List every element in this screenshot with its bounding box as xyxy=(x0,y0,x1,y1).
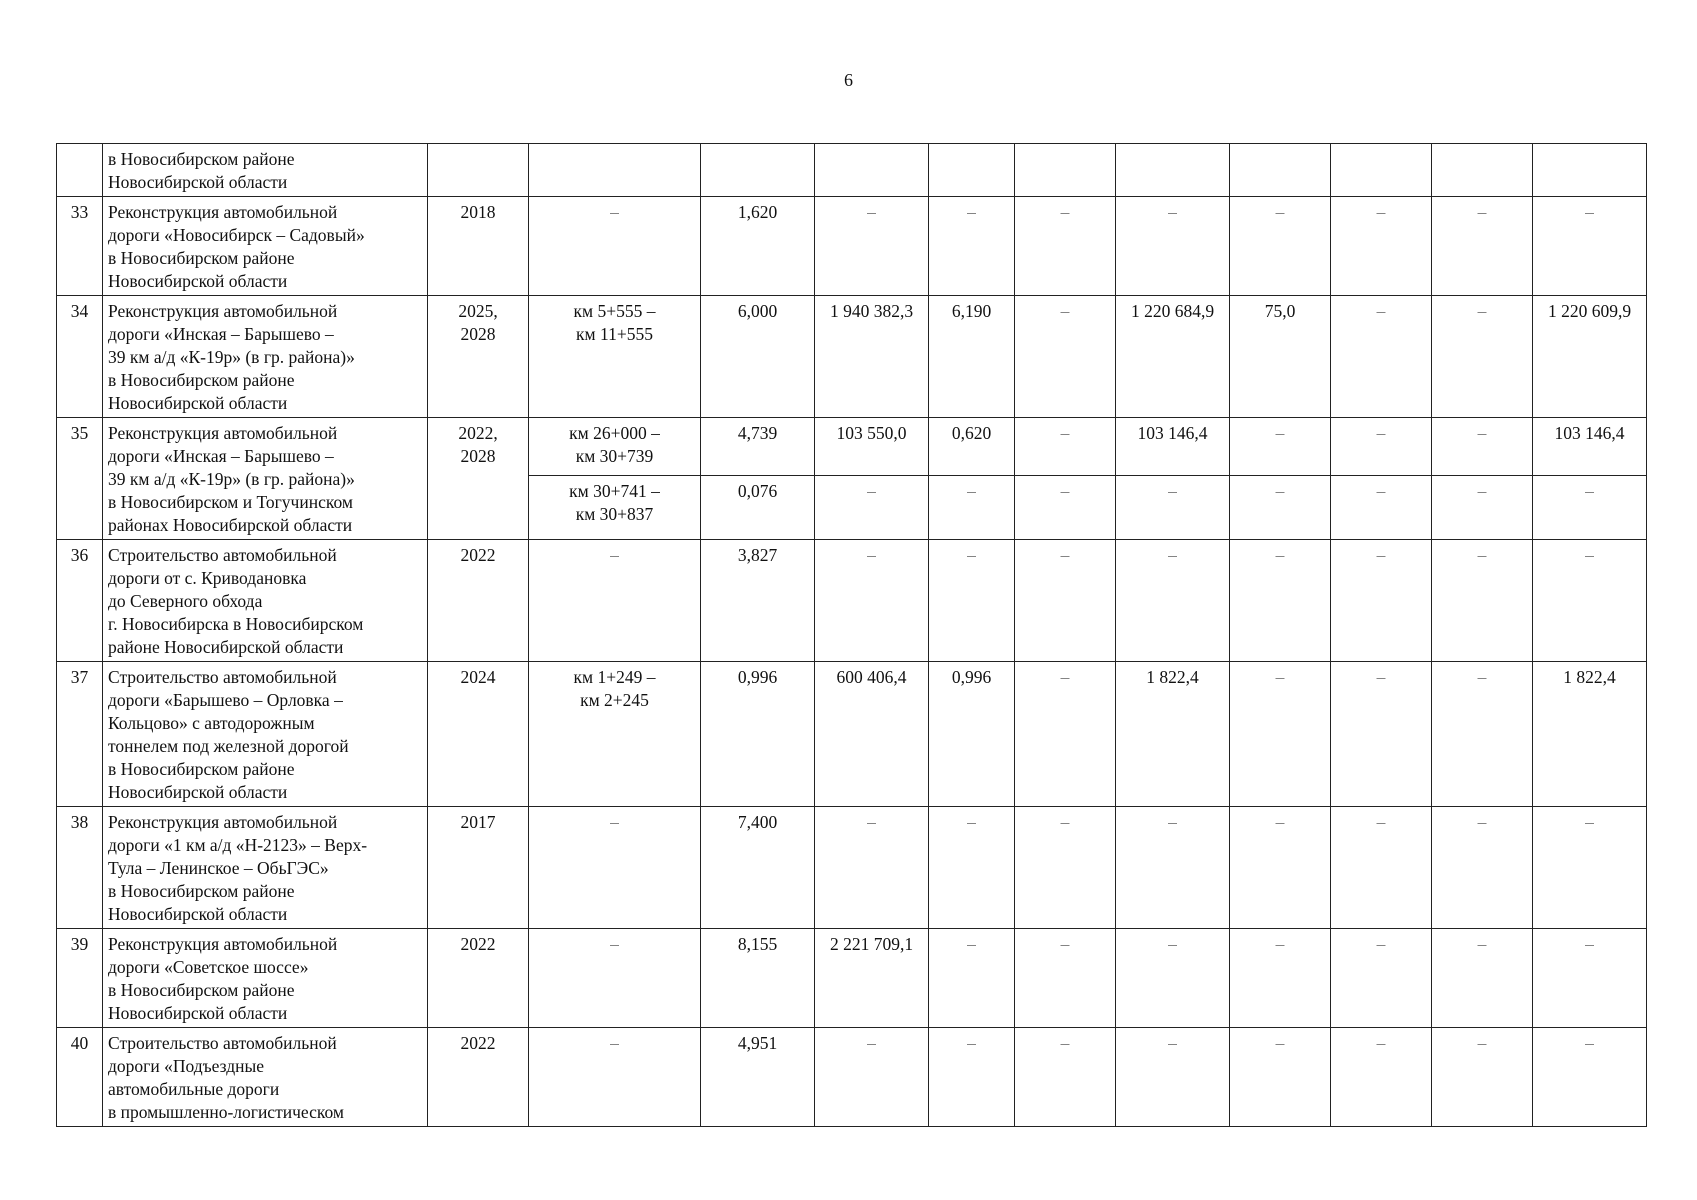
value-cell xyxy=(815,144,929,197)
value-cell: – xyxy=(1331,929,1432,1028)
value-cell: – xyxy=(815,197,929,296)
value-cell: 0,996 xyxy=(929,662,1015,807)
km-range-cell: – xyxy=(529,929,701,1028)
km-range-cell: км 1+249 – км 2+245 xyxy=(529,662,701,807)
value-cell: – xyxy=(815,807,929,929)
value-cell: – xyxy=(1331,1028,1432,1127)
road-name-cell: Реконструкция автомобильной дороги «1 км а/д «Н-2123» – Верх- Тула – Ленинское – ОбьГЭС» в Новосибирском районе Новосибирской области xyxy=(103,807,428,929)
row-number-cell: 36 xyxy=(57,540,103,662)
value-cell: – xyxy=(1432,1028,1533,1127)
length-cell: 4,951 xyxy=(701,1028,815,1127)
value-cell: – xyxy=(1331,807,1432,929)
length-cell: 7,400 xyxy=(701,807,815,929)
table-row xyxy=(57,807,1647,929)
value-cell: – xyxy=(1116,1028,1230,1127)
road-name-cell: Реконструкция автомобильной дороги «Новосибирск – Садовый» в Новосибирском районе Новосибирской области xyxy=(103,197,428,296)
value-cell: – xyxy=(1432,540,1533,662)
value-cell: 1 220 684,9 xyxy=(1116,296,1230,418)
value-cell: – xyxy=(1331,418,1432,476)
table-row xyxy=(57,929,1647,1028)
value-cell xyxy=(1533,144,1647,197)
value-cell: – xyxy=(1230,540,1331,662)
length-cell xyxy=(701,144,815,197)
row-number-cell: 37 xyxy=(57,662,103,807)
value-cell: – xyxy=(1015,197,1116,296)
year-cell: 2022 xyxy=(428,1028,529,1127)
value-cell: – xyxy=(1015,540,1116,662)
value-cell: – xyxy=(1015,476,1116,540)
value-cell: – xyxy=(1116,807,1230,929)
length-cell: 0,076 xyxy=(701,476,815,540)
year-cell xyxy=(428,144,529,197)
km-range-cell: – xyxy=(529,197,701,296)
road-name-cell: Реконструкция автомобильной дороги «Советское шоссе» в Новосибирском районе Новосибирской области xyxy=(103,929,428,1028)
value-cell: 0,620 xyxy=(929,418,1015,476)
road-name-cell: Строительство автомобильной дороги от с. Криводановка до Северного обхода г. Новосибирска в Новосибирском районе Новосибирской области xyxy=(103,540,428,662)
row-number-cell xyxy=(57,144,103,197)
value-cell: – xyxy=(1432,296,1533,418)
year-cell: 2018 xyxy=(428,197,529,296)
value-cell xyxy=(1331,144,1432,197)
road-name-cell: Реконструкция автомобильной дороги «Инская – Барышево – 39 км а/д «К-19р» (в гр. района)» в Новосибирском районе Новосибирской области xyxy=(103,296,428,418)
value-cell: – xyxy=(1533,476,1647,540)
value-cell: – xyxy=(1015,662,1116,807)
year-cell: 2022, 2028 xyxy=(428,418,529,540)
value-cell: – xyxy=(1116,929,1230,1028)
value-cell: – xyxy=(1331,197,1432,296)
road-name-cell: в Новосибирском районе Новосибирской области xyxy=(103,144,428,197)
value-cell: – xyxy=(929,929,1015,1028)
value-cell: – xyxy=(1116,540,1230,662)
value-cell: 103 550,0 xyxy=(815,418,929,476)
value-cell: – xyxy=(1015,1028,1116,1127)
value-cell: 75,0 xyxy=(1230,296,1331,418)
value-cell: – xyxy=(1533,1028,1647,1127)
value-cell: – xyxy=(929,197,1015,296)
value-cell: 2 221 709,1 xyxy=(815,929,929,1028)
value-cell: – xyxy=(1230,929,1331,1028)
value-cell: – xyxy=(1533,807,1647,929)
row-number-cell: 38 xyxy=(57,807,103,929)
table-row xyxy=(57,540,1647,662)
table-row xyxy=(57,418,1647,476)
km-range-cell: – xyxy=(529,540,701,662)
value-cell xyxy=(929,144,1015,197)
table-row xyxy=(57,296,1647,418)
km-range-cell: – xyxy=(529,807,701,929)
value-cell: – xyxy=(1331,296,1432,418)
value-cell: – xyxy=(1331,540,1432,662)
value-cell: – xyxy=(1432,476,1533,540)
value-cell: – xyxy=(1015,929,1116,1028)
row-number-cell: 35 xyxy=(57,418,103,540)
value-cell: – xyxy=(1015,807,1116,929)
km-range-cell: км 30+741 – км 30+837 xyxy=(529,476,701,540)
road-name-cell: Строительство автомобильной дороги «Подъездные автомобильные дороги в промышленно-логистическом xyxy=(103,1028,428,1127)
km-range-cell xyxy=(529,144,701,197)
value-cell: – xyxy=(1432,807,1533,929)
row-number-cell: 33 xyxy=(57,197,103,296)
year-cell: 2025, 2028 xyxy=(428,296,529,418)
value-cell: – xyxy=(1116,197,1230,296)
value-cell xyxy=(1432,144,1533,197)
value-cell xyxy=(1116,144,1230,197)
value-cell: – xyxy=(1230,662,1331,807)
value-cell: – xyxy=(815,1028,929,1127)
year-cell: 2022 xyxy=(428,929,529,1028)
year-cell: 2022 xyxy=(428,540,529,662)
value-cell xyxy=(1015,144,1116,197)
value-cell: – xyxy=(1432,197,1533,296)
value-cell: – xyxy=(1230,807,1331,929)
page-number: 6 xyxy=(844,70,853,90)
table-row xyxy=(57,197,1647,296)
km-range-cell: – xyxy=(529,1028,701,1127)
value-cell: – xyxy=(1432,662,1533,807)
row-number-cell: 39 xyxy=(57,929,103,1028)
value-cell: – xyxy=(1533,540,1647,662)
value-cell: 600 406,4 xyxy=(815,662,929,807)
value-cell: 1 822,4 xyxy=(1116,662,1230,807)
value-cell: 103 146,4 xyxy=(1116,418,1230,476)
value-cell: – xyxy=(1533,929,1647,1028)
length-cell: 3,827 xyxy=(701,540,815,662)
year-cell: 2024 xyxy=(428,662,529,807)
value-cell: – xyxy=(1331,662,1432,807)
value-cell: – xyxy=(929,540,1015,662)
roads-table xyxy=(56,143,1647,1127)
table-row xyxy=(57,662,1647,807)
table-body xyxy=(57,144,1647,1127)
value-cell: – xyxy=(815,476,929,540)
value-cell: – xyxy=(1432,418,1533,476)
length-cell: 6,000 xyxy=(701,296,815,418)
value-cell: 1 822,4 xyxy=(1533,662,1647,807)
value-cell: – xyxy=(929,1028,1015,1127)
road-name-cell: Строительство автомобильной дороги «Барышево – Орловка – Кольцово» с автодорожным тоннелем под железной дорогой в Новосибирском районе Новосибирской области xyxy=(103,662,428,807)
value-cell: – xyxy=(1432,929,1533,1028)
value-cell: – xyxy=(1230,197,1331,296)
value-cell: – xyxy=(1533,197,1647,296)
km-range-cell: км 5+555 – км 11+555 xyxy=(529,296,701,418)
value-cell: – xyxy=(1331,476,1432,540)
value-cell: 103 146,4 xyxy=(1533,418,1647,476)
value-cell: – xyxy=(1230,1028,1331,1127)
value-cell: – xyxy=(1230,418,1331,476)
value-cell: – xyxy=(1015,296,1116,418)
value-cell: 6,190 xyxy=(929,296,1015,418)
value-cell: – xyxy=(1116,476,1230,540)
table-row xyxy=(57,144,1647,197)
length-cell: 8,155 xyxy=(701,929,815,1028)
length-cell: 4,739 xyxy=(701,418,815,476)
year-cell: 2017 xyxy=(428,807,529,929)
value-cell: – xyxy=(1230,476,1331,540)
length-cell: 1,620 xyxy=(701,197,815,296)
value-cell: – xyxy=(929,476,1015,540)
km-range-cell: км 26+000 – км 30+739 xyxy=(529,418,701,476)
value-cell: – xyxy=(1015,418,1116,476)
value-cell xyxy=(1230,144,1331,197)
table-row xyxy=(57,1028,1647,1127)
value-cell: – xyxy=(815,540,929,662)
value-cell: – xyxy=(929,807,1015,929)
length-cell: 0,996 xyxy=(701,662,815,807)
row-number-cell: 40 xyxy=(57,1028,103,1127)
row-number-cell: 34 xyxy=(57,296,103,418)
value-cell: 1 220 609,9 xyxy=(1533,296,1647,418)
value-cell: 1 940 382,3 xyxy=(815,296,929,418)
road-name-cell: Реконструкция автомобильной дороги «Инская – Барышево – 39 км а/д «К-19р» (в гр. района)» в Новосибирском и Тогучинском районах Новосибирской области xyxy=(103,418,428,540)
